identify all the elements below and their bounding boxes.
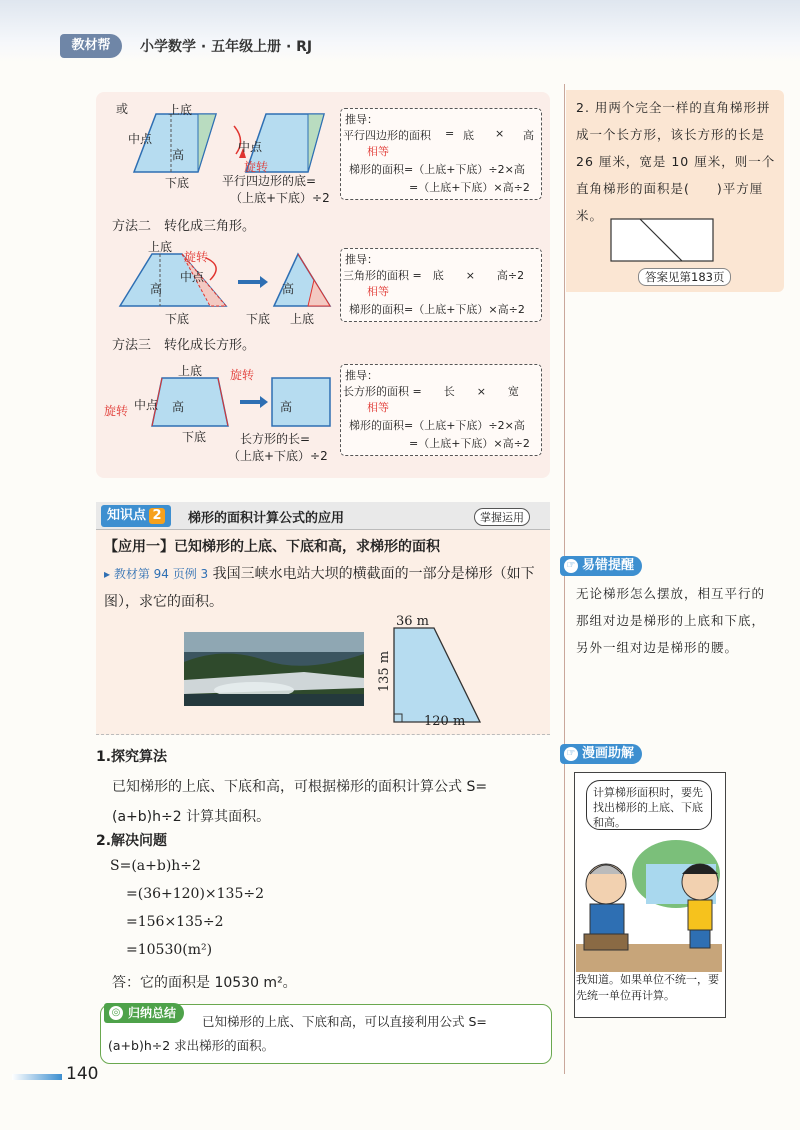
m3-height-label-2: 高 — [280, 400, 293, 414]
textbook-ref: ▸ 教材第 94 页例 3 — [104, 567, 209, 581]
error-tip-text: 无论梯形怎么摆放，相互平行的那组对边是梯形的上底和下底，另外一组对边是梯形的腰。 — [576, 586, 766, 655]
comic-illustration — [576, 834, 722, 972]
m2-height-label-2: 高 — [282, 282, 295, 296]
m1-bottom-label: 下底 — [165, 176, 190, 190]
error-tip-label: 易错提醒 — [582, 558, 635, 573]
m2-top-label: 上底 — [148, 240, 173, 254]
m1-derive-1b: 底 — [463, 129, 474, 142]
m1-mid-label-2: 中点 — [238, 140, 263, 154]
method3-title: 方法三 转化成长方形。 — [112, 338, 256, 353]
m2-derivation-box — [340, 248, 542, 322]
kp-title: 梯形的面积计算公式的应用 — [188, 511, 345, 526]
m3-length-1: 长方形的长= — [240, 432, 311, 446]
m3-derivation-box — [340, 364, 542, 456]
m2-bottom-label-2: 下底 — [246, 312, 271, 326]
answer-ref: 答案见第183页 — [638, 268, 731, 286]
m1-base-formula-1: 平行四边形的底= — [222, 174, 317, 188]
m2-height-label: 高 — [150, 282, 163, 296]
m1-mid-label: 中点 — [128, 132, 153, 146]
m3-equal-label: 相等 — [367, 401, 389, 414]
m3-top-label: 上底 — [178, 364, 203, 378]
application-title: 【应用一】已知梯形的上底、下底和高，求梯形的面积 — [104, 539, 440, 555]
problem-text: 我国三峡水电站大坝的横截面的一部分是梯形（如下图），求它的面积。 — [104, 566, 535, 610]
dim-top: 36 m — [396, 614, 430, 629]
m2-rotate-label: 旋转 — [184, 250, 209, 264]
summary-text: 已知梯形的上底、下底和高，可以直接利用公式 S=(a+b)h÷2 求出梯形的面积。 — [108, 1014, 487, 1053]
m1-derive-1c: × — [495, 127, 505, 140]
m1-derivation-box — [340, 108, 542, 200]
m2-mid-label: 中点 — [180, 270, 205, 284]
column-divider — [564, 84, 565, 1074]
error-tip-tag — [560, 556, 642, 576]
or-label: 或 — [116, 102, 129, 116]
m1-derive-1eq: = — [445, 127, 455, 140]
m3-derive-3: =（上底+下底）×高÷2 — [409, 437, 530, 450]
step2-title: 2.解决问题 — [96, 833, 168, 849]
kp-badge: 掌握运用 — [474, 508, 530, 526]
rectangle-diagram — [100, 360, 340, 430]
speech-bubble-bottom: 我知道。如果单位不统一，要先统一单位再计算。 — [576, 973, 719, 1002]
brand-badge: 教材帮 — [60, 34, 122, 58]
m3-rotate-right: 旋转 — [230, 368, 255, 382]
calc-line-1: S=(a+b)h÷2 — [110, 858, 201, 874]
header-bar — [0, 0, 800, 62]
m1-equal-label: 相等 — [367, 145, 389, 158]
m3-mid-label: 中点 — [134, 398, 159, 412]
step1-text: 已知梯形的上底、下底和高，可根据梯形的面积计算公式 S=(a+b)h÷2 计算其面积。 — [112, 779, 488, 825]
page-mark — [12, 1074, 62, 1080]
m1-rotate-label: 旋转 — [244, 160, 269, 174]
target-icon: ◎ — [109, 1006, 123, 1020]
page-number: 140 — [66, 1064, 99, 1084]
m3-height-label: 高 — [172, 400, 185, 414]
calc-line-2: =(36+120)×135÷2 — [126, 886, 265, 902]
m3-derive-2: 梯形的面积=（上底+下底）÷2×高 — [349, 419, 525, 432]
m2-derive-title: 推导： — [345, 253, 378, 266]
answer-text: 答：它的面积是 10530 m²。 — [112, 975, 297, 991]
book-title: 小学数学 · 五年级上册 · RJ — [140, 39, 313, 55]
kp-number: 2 — [149, 508, 165, 524]
m1-base-formula-2: （上底+下底）÷2 — [230, 191, 330, 205]
method2-title: 方法二 转化成三角形。 — [112, 219, 256, 234]
comic-tag — [560, 744, 642, 764]
m2-derive-2: 梯形的面积=（上底+下底）×高÷2 — [349, 303, 525, 316]
m3-rotate-left: 旋转 — [104, 404, 129, 418]
m3-derive-1: 长方形的面积 = 长 × 宽 — [343, 385, 519, 398]
hand-icon-2: ☞ — [564, 747, 578, 761]
m3-bottom-label: 下底 — [182, 430, 207, 444]
step1-title: 1.探究算法 — [96, 749, 168, 765]
comic-label: 漫画助解 — [582, 746, 635, 761]
m2-equal-label: 相等 — [367, 285, 389, 298]
knowledge-point-tag — [101, 505, 171, 527]
application-problem-block — [104, 560, 548, 616]
m3-length-2: （上底+下底）÷2 — [228, 449, 328, 463]
summary-tag-label: 归纳总结 — [128, 1006, 177, 1020]
dim-bottom: 120 m — [424, 714, 466, 729]
hand-icon: ☞ — [564, 559, 578, 573]
m1-derive-2: 梯形的面积=（上底+下底）÷2×高 — [349, 163, 525, 176]
m1-derive-1a: 平行四边形的面积 — [343, 129, 431, 142]
m2-derive-1: 三角形的面积 = 底 × 高÷2 — [343, 269, 525, 282]
m1-height-label: 高 — [172, 148, 185, 162]
rectangle-figure — [610, 218, 714, 262]
dam-photo — [184, 632, 364, 706]
dim-side: 135 m — [377, 650, 393, 693]
m2-bottom-label: 下底 — [165, 312, 190, 326]
m3-derive-title: 推导： — [345, 369, 378, 382]
m1-derive-1d: 高 — [523, 129, 534, 142]
side-problem-text: 2. 用两个完全一样的直角梯形拼成一个长方形，该长方形的长是 26 厘米，宽是 10 厘米，则一个直角梯形的面积是( )平方厘米。 — [576, 100, 776, 223]
m1-top-label: 上底 — [168, 103, 193, 117]
calc-line-3: =156×135÷2 — [126, 914, 224, 930]
m1-derive-title: 推导： — [345, 113, 378, 126]
m1-derive-3: =（上底+下底）×高÷2 — [409, 181, 530, 194]
calc-line-4: =10530(m²) — [126, 942, 213, 958]
kp-tag-label: 知识点 — [107, 508, 147, 523]
m2-bottom2-label: 上底 — [290, 312, 315, 326]
speech-bubble-top: 计算梯形面积时，要先找出梯形的上底、下底和高。 — [586, 780, 712, 830]
